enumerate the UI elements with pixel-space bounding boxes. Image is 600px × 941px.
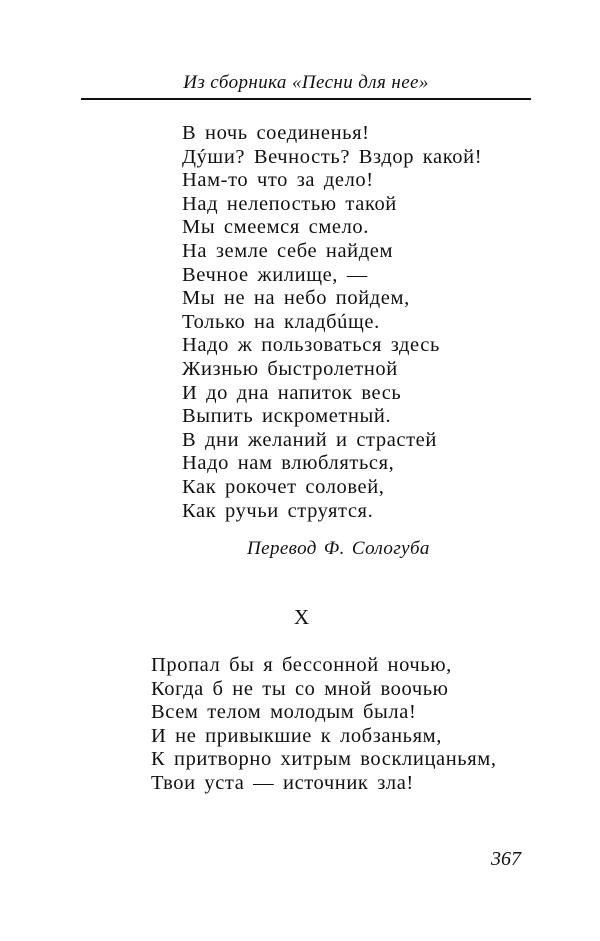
verse-line: Мы смеемся смело.	[182, 216, 369, 239]
verse-line: Нам-то что за дело!	[182, 169, 374, 192]
page-number: 367	[491, 848, 521, 870]
verse-line: Вечное жилище, —	[182, 263, 368, 286]
verse-line: К притворно хитрым восклицаньям,	[151, 748, 497, 771]
verse-line: В ночь соединенья!	[182, 122, 370, 144]
poem-numeral: X	[294, 605, 310, 629]
verse-line: Над нелепостью такой	[182, 192, 397, 215]
verse-line: Надо ж пользоваться здесь	[182, 334, 440, 357]
verse-line: Всем телом молодым была!	[151, 701, 417, 724]
header-rule	[81, 98, 531, 100]
translation-credit: Перевод Ф. Сологуба	[247, 538, 430, 559]
verse-line: И до дна напиток весь	[182, 381, 402, 404]
verse-line: И не привыкшие к лобзаньям,	[151, 724, 442, 747]
verse-line: Выпить искрометный.	[182, 405, 392, 428]
verse-line: Когда б не ты со мной воочью	[151, 677, 449, 700]
running-head: Из сборника «Песни для нее»	[183, 72, 429, 93]
verse-line: На земле себе найдем	[182, 239, 394, 262]
verse-line: В дни желаний и страстей	[182, 428, 437, 451]
verse-line: Твои уста — источник зла!	[151, 771, 414, 794]
verse-line: Пропал бы я бессонной ночью,	[151, 654, 452, 676]
verse-line: Только на кладбúще.	[182, 310, 380, 333]
poem-continuation-stanza	[182, 122, 482, 523]
verse-line: Дýши? Вечность? Вздор какой!	[182, 145, 483, 168]
verse-line: Надо нам влюбляться,	[182, 452, 395, 475]
poem-x-stanza	[151, 654, 497, 796]
verse-line: Как ручьи струятся.	[182, 499, 374, 522]
verse-line: Жизнью быстролетной	[182, 357, 398, 380]
verse-line: Как рокочет соловей,	[182, 475, 385, 498]
verse-line: Мы не на небо пойдем,	[182, 287, 410, 310]
